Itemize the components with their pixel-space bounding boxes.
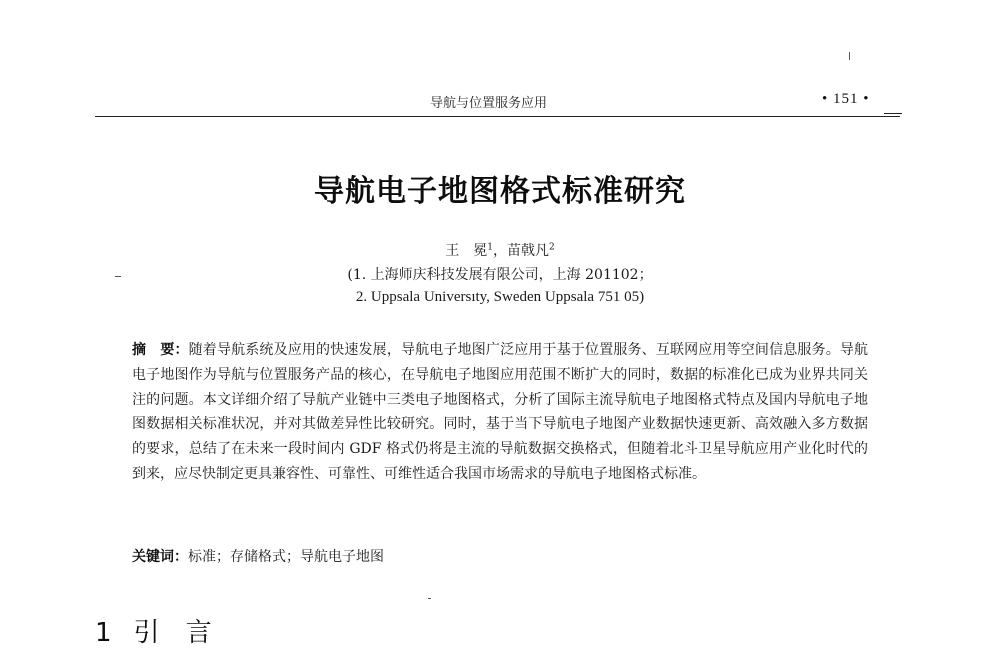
abstract-text: 随着导航系统及应用的快速发展，导航电子地图广泛应用于基于位置服务、互联网应用等空间信息服务。导航电子地图作为导航与位置服务产品的核心，在导航电子地图应用范围不断扩大的同时，数据的标准化已成为业界共同关注的问题。本文详细介绍了导航产业链中三类电子地图格式，分析了国际主流导航电子地图格式特点及国内导航电子地图数据相关标准状况，并对其做差异性比较研究。同时，基于当下导航电子地图产业数据快速更新、高效融入多方数据的要求，总结了在未来一段时间内 GDF 格式仍将是主流的导航数据交换格式，但随着北斗卫星导航应用产业化时代的到来，应尽快制定更具兼容性、可靠性、可维性适合我国市场需求的导航电子地图格式标准。 bbox=[132, 342, 869, 482]
header-rule bbox=[95, 116, 900, 117]
author-2-name: 苗戟凡 bbox=[507, 243, 549, 259]
scan-speck bbox=[428, 598, 431, 599]
author-line bbox=[0, 240, 1000, 260]
abstract-label: 摘 要： bbox=[132, 342, 189, 358]
keywords-text: 标准；存储格式；导航电子地图 bbox=[188, 549, 384, 565]
section-heading bbox=[95, 612, 212, 649]
scan-speck bbox=[849, 52, 850, 60]
affiliation-1: (1. 上海师庆科技发展有限公司，上海 201102； bbox=[347, 267, 653, 283]
keywords-label: 关键词： bbox=[132, 549, 188, 565]
scan-speck bbox=[115, 276, 121, 277]
author-1-name: 王 冕 bbox=[445, 243, 488, 259]
section-number: 1 bbox=[95, 618, 112, 648]
section-title-char-1: 引 bbox=[133, 618, 160, 648]
paper-title: 导航电子地图格式标准研究 bbox=[314, 174, 686, 209]
section-title-char-2: 言 bbox=[185, 618, 212, 648]
running-header-journal: 导航与位置服务应用 bbox=[430, 96, 548, 111]
author-separator: ， bbox=[493, 243, 507, 259]
abstract bbox=[132, 338, 868, 487]
affiliation-2: 2. Uppsala Universıty, Sweden Uppsala 751 05) bbox=[355, 289, 645, 305]
page-number: • 151 • bbox=[822, 91, 870, 107]
author-1-affil-mark: 1 bbox=[487, 242, 493, 253]
keywords bbox=[132, 546, 868, 566]
header-rule-tail bbox=[884, 113, 902, 114]
author-2-affil-mark: 2 bbox=[549, 242, 555, 253]
